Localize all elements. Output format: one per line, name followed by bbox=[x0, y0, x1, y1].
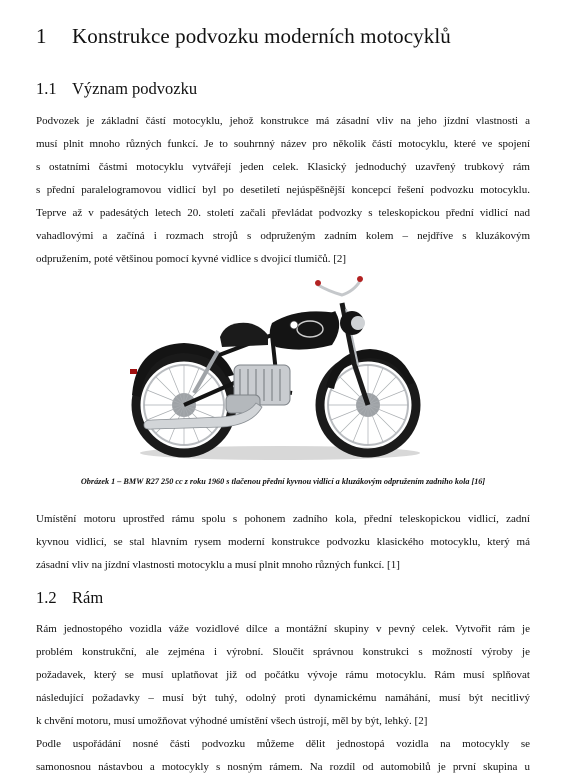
text-line: Teprve až v padesátých letech 20. století začali převládat podvozky s teleskopickou přední vidlicí nad bbox=[36, 207, 530, 219]
text-line: zásadní vliv na jízdní vlastnosti motocyklu a musí plnit mnoho různých funkcí. [1] bbox=[36, 559, 400, 571]
text-line: Umístění motoru uprostřed rámu spolu s pohonem zadního kola, přední teleskopickou vidlicí, zadní bbox=[36, 513, 530, 525]
text-line: musí plnit mnoho různých funkcí. Je to souhrnný název pro několik částí motocyklu, které ve spojení bbox=[36, 138, 530, 150]
text-line: samonosnou nástavbou a motocykly s nosným rámem. Na rozdíl od automobilů je první skupina u bbox=[36, 761, 530, 773]
text-line: Rám jednostopého vozidla váže vozidlové dílce a montážní skupiny v pevný celek. Vytvořit rám je bbox=[36, 623, 530, 635]
text-line: s ostatními částmi motocyklu vytvářejí jeden celek. Klasický jednoduchý uzavřený trubkový rám bbox=[36, 161, 530, 173]
chapter-title: Konstrukce podvozku moderních motocyklů bbox=[72, 24, 451, 48]
chapter-number: 1 bbox=[36, 24, 47, 48]
section-number: 1.1 bbox=[36, 79, 57, 98]
text-line: k chvění motoru, musí umožňovat výhodné umístění všech ústrojí, měl by být, lehký. [2] bbox=[36, 715, 428, 727]
text-line: odpružením, poté většinou pomocí kyvné vidlice s dvojicí tlumičů. [2] bbox=[36, 253, 347, 265]
section-number: 1.2 bbox=[36, 588, 57, 607]
text-line: následující požadavky – musí být tuhý, odolný proti dynamickému namáhání, musí být necitlivý bbox=[36, 692, 530, 704]
text-line: kyvnou vidlicí, se stal hlavním rysem moderní konstrukce podvozku klasického motocyklu, který má bbox=[36, 536, 530, 548]
text-line: Podvozek je základní částí motocyklu, jehož konstrukce má zásadní vliv na jeho jízdní vlastnosti a bbox=[36, 115, 530, 127]
motorcycle-photo-icon bbox=[122, 265, 432, 465]
text-line: Podle uspořádání nosné části podvozku můžeme dělit jednostopá vozidla na motocykly se bbox=[36, 738, 530, 750]
section-title: Rám bbox=[72, 588, 104, 607]
paragraph-podvozek bbox=[36, 110, 530, 271]
text-line: problém konstrukční, ale zejména i výrobní. Sloučit správnou konstrukci s možností výroby je bbox=[36, 646, 530, 658]
text-line: vahadlovými a začíná i rozmach strojů s odpruženým zadním kolem – nejdříve s kluzákovým bbox=[36, 230, 530, 242]
paragraph-ram bbox=[36, 618, 530, 733]
text-line: požadavek, který se musí uplatňovat již od počátku vývoje rámu motocyklu. Rám musí splňovat bbox=[36, 669, 530, 681]
figure-caption: Obrázek 1 – BMW R27 250 cc z roku 1960 s tlačenou přední kyvnou vidlicí a kluzákovým odpružením zadního kola [16] bbox=[80, 477, 486, 486]
section-heading-1-1 bbox=[36, 79, 197, 99]
paragraph-umisteni-motoru bbox=[36, 508, 530, 577]
section-heading-1-2 bbox=[36, 588, 103, 608]
section-title: Význam podvozku bbox=[72, 79, 198, 98]
text-line: s přední paralelogramovou vidlicí byl po desetiletí nejúspěšnější koncepcí řešení podvozku motocyklu. bbox=[36, 184, 530, 196]
paragraph-usporadani bbox=[36, 733, 530, 779]
chapter-heading bbox=[36, 24, 451, 49]
